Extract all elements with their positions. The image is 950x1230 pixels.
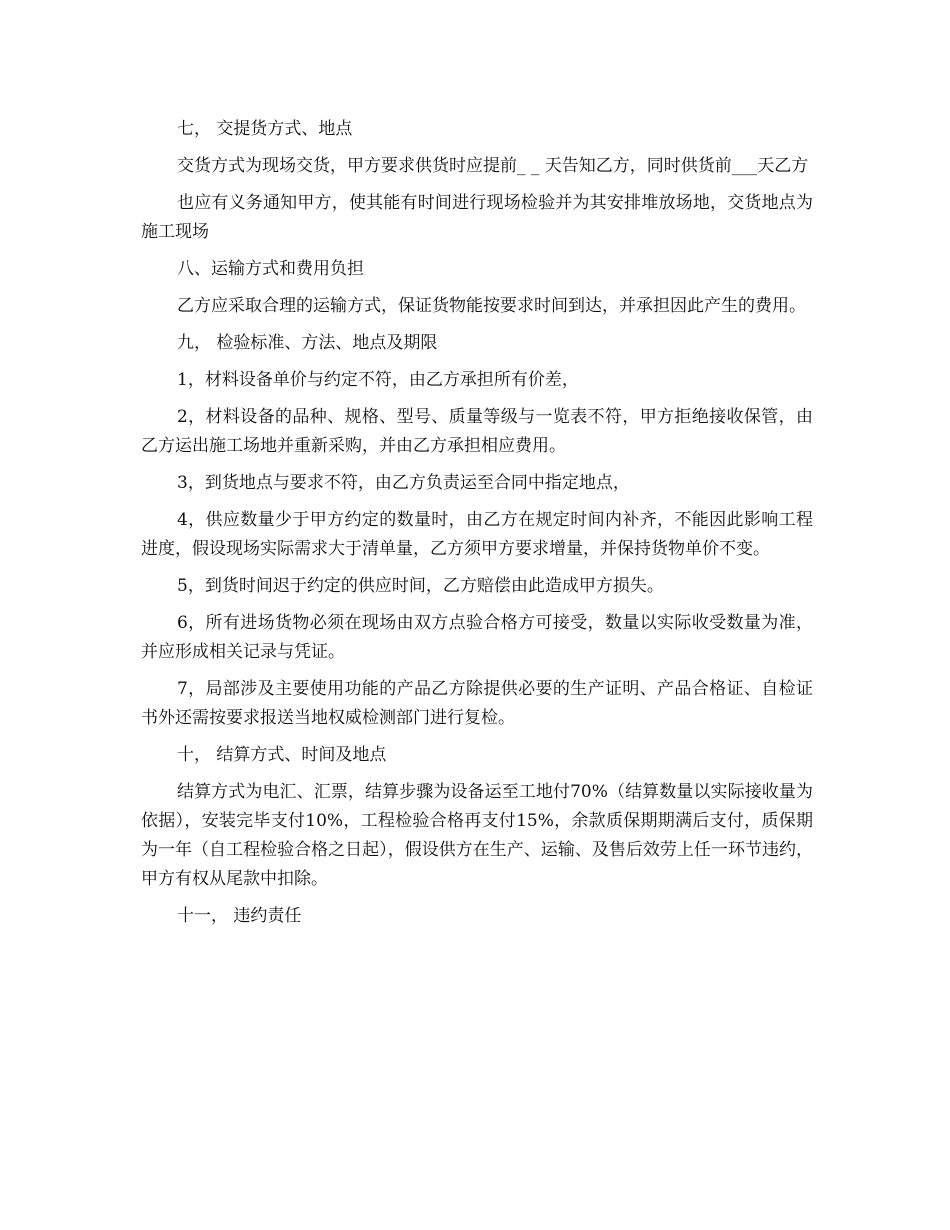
inspection-item-5: 5，到货时间迟于约定的供应时间，乙方赔偿由此造成甲方损失。 — [177, 576, 664, 596]
section-heading-10: 十， 结算方式、时间及地点 — [177, 745, 387, 765]
section-heading-7: 七， 交提货方式、地点 — [177, 119, 353, 139]
inspection-item-2: 2，材料设备的品种、规格、型号、质量等级与一览表不符，甲方拒绝接收保管，由乙方运出施工场地并重新采购，并由乙方承担相应费用。 — [141, 407, 813, 456]
paragraph-transport: 乙方应采取合理的运输方式，保证货物能按要求时间到达，并承担因此产生的费用。 — [177, 296, 806, 316]
section-heading-8: 八、运输方式和费用负担 — [177, 259, 364, 279]
section-heading-9: 九， 检验标准、方法、地点及期限 — [177, 333, 438, 353]
paragraph-delivery-notice: 也应有义务通知甲方，使其能有时间进行现场检验并为其安排堆放场地，交货地点为施工现场 — [141, 193, 813, 242]
inspection-item-3: 3，到货地点与要求不符，由乙方负责运至合同中指定地点， — [177, 473, 630, 493]
section-heading-11: 十一， 违约责任 — [177, 906, 302, 926]
inspection-item-6: 6，所有进场货物必须在现场由双方点验合格方可接受，数量以实际收受数量为准，并应形成相关记录与凭证。 — [141, 613, 813, 662]
inspection-item-1: 1，材料设备单价与约定不符，由乙方承担所有价差， — [177, 370, 579, 390]
paragraph-delivery-method: 交货方式为现场交货，甲方要求供货时应提前_ _ 天告知乙方，同时供货前___天乙方 — [177, 156, 809, 176]
document-body — [141, 115, 813, 939]
inspection-item-4: 4，供应数量少于甲方约定的数量时，由乙方在规定时间内补齐，不能因此影响工程进度，假设现场实际需求大于清单量，乙方须甲方要求增量，并保持货物单价不变。 — [141, 510, 813, 559]
paragraph-settlement: 结算方式为电汇、汇票，结算步骤为设备运至工地付70%（结算数量以实际接收量为依据），安装完毕支付10%，工程检验合格再支付15%，余款质保期期满后支付，质保期为一年（自工程检验合格之日起），假设供方在生产、运输、及售后效劳上任一环节违约，甲方有权从尾款中扣除。 — [141, 782, 813, 889]
inspection-item-7: 7，局部涉及主要使用功能的产品乙方除提供必要的生产证明、产品合格证、自检证书外还需按要求报送当地权威检测部门进行复检。 — [141, 679, 813, 728]
